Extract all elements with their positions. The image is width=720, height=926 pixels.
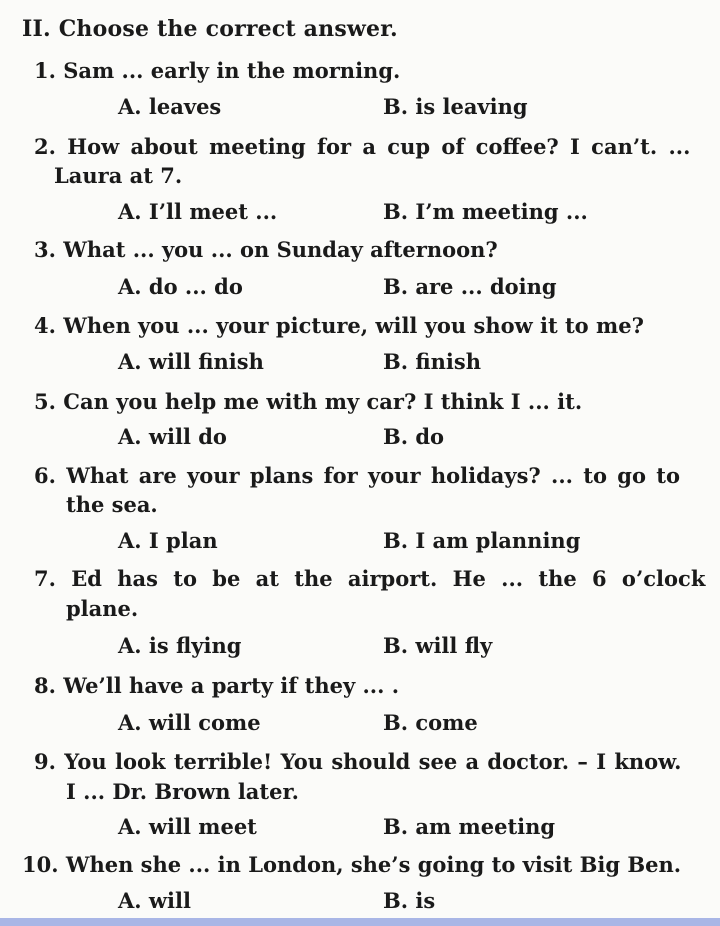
question-number: 9. (34, 749, 56, 774)
question-text-continued: Laura at 7. (54, 163, 183, 188)
option-a: A. I’ll meet ... (118, 199, 278, 224)
question-9 (34, 747, 681, 777)
section-heading: II. Choose the correct answer. (22, 16, 398, 42)
question-3 (34, 235, 498, 265)
question-8 (34, 671, 399, 701)
bottom-edge-band (0, 918, 720, 926)
question-text: We’ll have a party if they ... . (63, 673, 400, 698)
question-number: 5. (34, 389, 56, 414)
option-a: A. will (118, 888, 191, 913)
question-number: 1. (34, 58, 56, 83)
question-text-continued: I ... Dr. Brown later. (66, 779, 299, 804)
question-text: You look terrible! You should see a doctor. – I know. (64, 749, 682, 774)
option-b: B. is (383, 888, 436, 913)
question-text-continued: the sea. (66, 492, 158, 517)
question-number: 6. (34, 463, 56, 488)
option-a: A. is flying (118, 633, 242, 658)
option-a: A. will meet (118, 814, 257, 839)
question-text: What ... you ... on Sunday afternoon? (63, 237, 498, 262)
question-number: 3. (34, 237, 56, 262)
question-text: Can you help me with my car? I think I ... it. (63, 389, 583, 414)
question-text: Sam ... early in the morning. (63, 58, 401, 83)
question-text: How about meeting for a cup of coffee? I can’t. ... (67, 134, 691, 159)
option-b: B. I’m meeting ... (383, 199, 588, 224)
question-text: Ed has to be at the airport. He ... the 6 o’clock (71, 566, 706, 591)
question-number: 10. (22, 852, 59, 877)
option-b: B. is leaving (383, 94, 528, 119)
question-6 (34, 461, 680, 491)
option-a: A. will come (118, 710, 261, 735)
option-b: B. come (383, 710, 478, 735)
option-a: A. do ... do (118, 274, 243, 299)
option-a: A. leaves (118, 94, 222, 119)
question-text: What are your plans for your holidays? ... to go to (66, 463, 680, 488)
question-7 (34, 564, 705, 594)
question-5 (34, 387, 582, 417)
question-number: 7. (34, 566, 56, 591)
option-a: A. will finish (118, 349, 264, 374)
question-text-continued: plane. (66, 596, 139, 621)
question-text: When you ... your picture, will you show it to me? (63, 313, 644, 338)
question-number: 4. (34, 313, 56, 338)
option-b: B. will fly (383, 633, 493, 658)
option-b: B. do (383, 424, 445, 449)
option-a: A. I plan (118, 528, 218, 553)
question-number: 2. (34, 134, 56, 159)
option-b: B. am meeting (383, 814, 556, 839)
question-2 (34, 132, 690, 162)
option-b: B. are ... doing (383, 274, 557, 299)
question-10 (22, 850, 681, 880)
question-text: When she ... in London, she’s going to visit Big Ben. (65, 852, 682, 877)
question-4 (34, 311, 644, 341)
option-b: B. I am planning (383, 528, 581, 553)
question-1 (34, 56, 400, 86)
option-b: B. finish (383, 349, 481, 374)
option-a: A. will do (118, 424, 227, 449)
question-number: 8. (34, 673, 56, 698)
